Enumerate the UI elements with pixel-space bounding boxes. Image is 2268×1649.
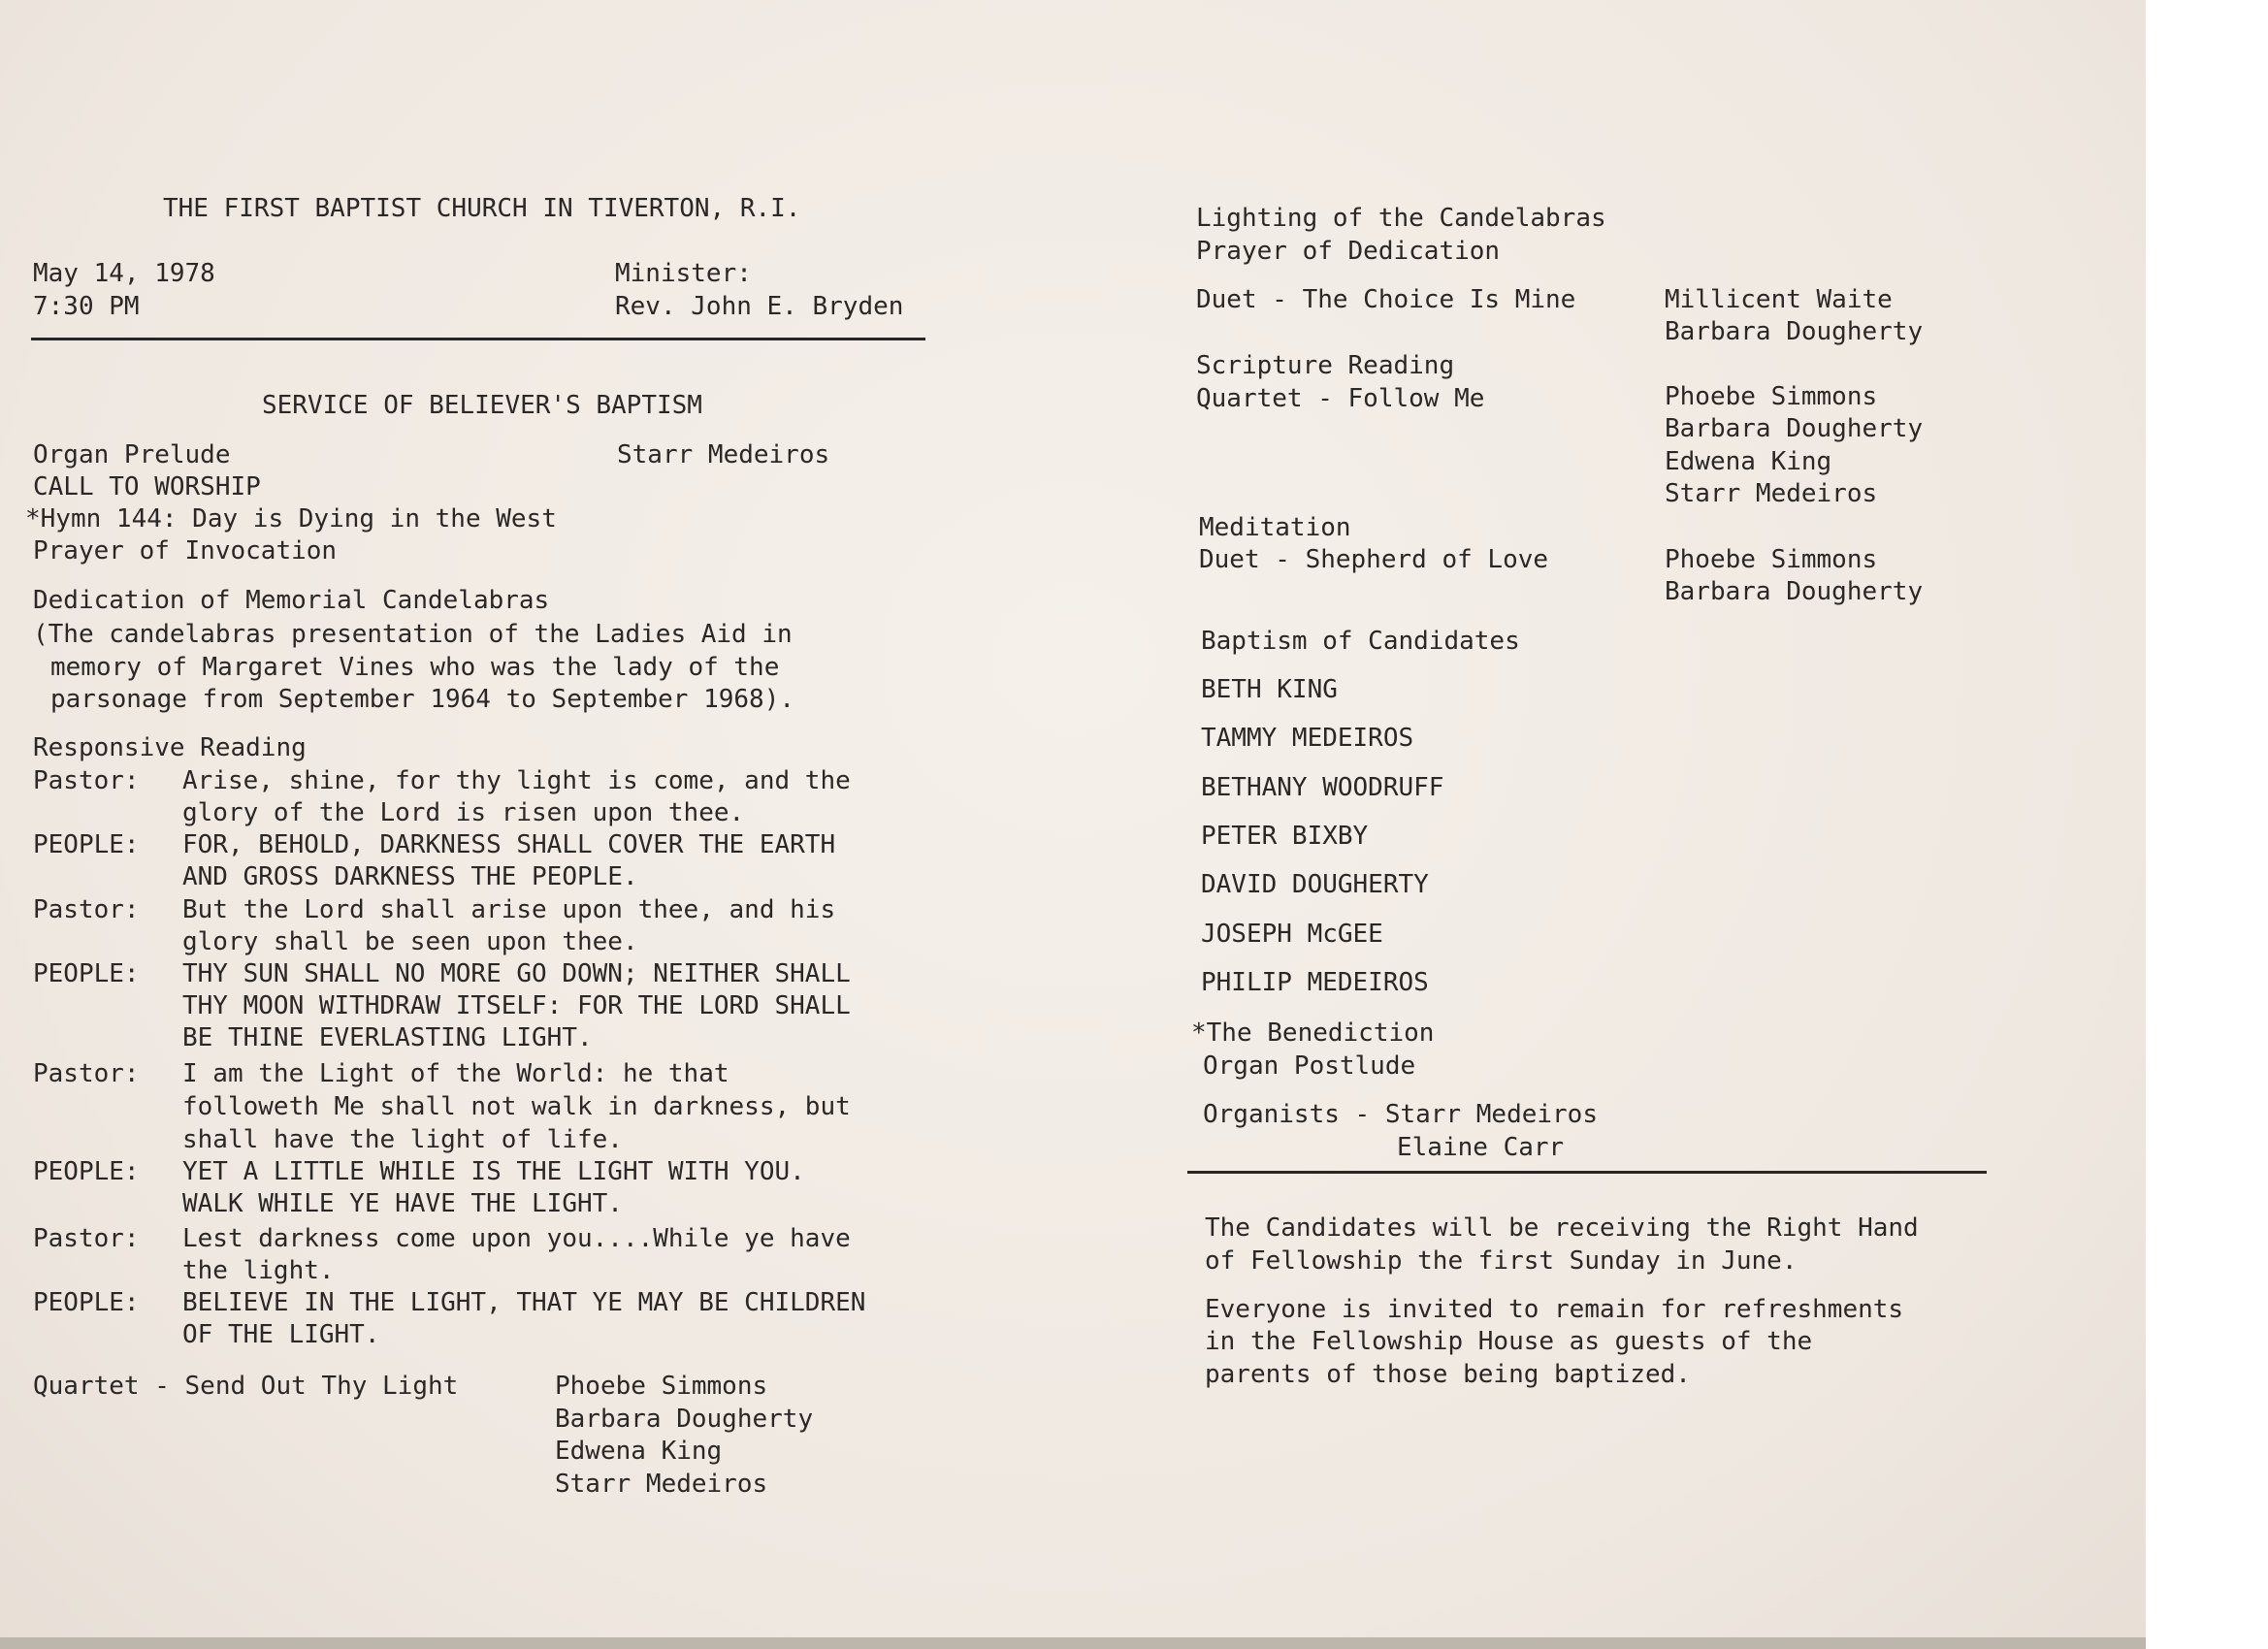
organists: Organists - Starr Medeiros [1203,1100,1598,1129]
reading-speaker: PEOPLE: [33,1157,140,1186]
reading-line: the light. [182,1256,335,1285]
duet-shepherd-person: Phoebe Simmons [1665,545,1878,574]
responsive-reading-title: Responsive Reading [33,733,307,762]
service-title: SERVICE OF BELIEVER'S BAPTISM [262,391,702,420]
reading-line: Lest darkness come upon you....While ye have [182,1224,851,1253]
meditation: Meditation [1199,513,1351,542]
organ-prelude-person: Starr Medeiros [617,440,830,469]
quartet-title: Quartet - Send Out Thy Light [33,1372,459,1401]
note-line: Everyone is invited to remain for refreshments [1205,1295,1904,1324]
duet-shepherd-person: Barbara Dougherty [1665,577,1924,606]
organist-second: Elaine Carr [1397,1133,1565,1162]
dedication-title: Dedication of Memorial Candelabras [33,586,550,615]
reading-line: followeth Me shall not walk in darkness, but [182,1092,851,1121]
closing-divider [1187,1171,1987,1174]
candidate-name: PETER BIXBY [1201,822,1369,851]
reading-line: BELIEVE IN THE LIGHT, THAT YE MAY BE CHILDREN [182,1288,866,1317]
quartet-person: Barbara Dougherty [555,1405,814,1434]
duet-shepherd: Duet - Shepherd of Love [1199,545,1549,574]
dedication-note-line: (The candelabras presentation of the Ladies Aid in [33,620,793,649]
reading-line: WALK WHILE YE HAVE THE LIGHT. [182,1189,623,1218]
quartet-follow-me: Quartet - Follow Me [1196,384,1485,413]
reading-speaker: PEOPLE: [33,830,140,859]
note-line: parents of those being baptized. [1205,1360,1691,1389]
duet-choice-person: Barbara Dougherty [1665,317,1924,346]
reading-line: shall have the light of life. [182,1125,623,1154]
candidate-name: BETH KING [1201,675,1338,704]
organ-postlude: Organ Postlude [1203,1051,1416,1081]
dedication-note-line: parsonage from September 1964 to September 1968). [50,685,795,714]
reading-speaker: Pastor: [33,1224,140,1253]
reading-line: AND GROSS DARKNESS THE PEOPLE. [182,862,638,891]
candidate-name: JOSEPH McGEE [1201,920,1383,949]
reading-line: THY MOON WITHDRAW ITSELF: FOR THE LORD SHALL [182,991,851,1020]
reading-line: BE THINE EVERLASTING LIGHT. [182,1023,593,1052]
minister-label: Minister: [615,259,752,288]
baptism-title: Baptism of Candidates [1201,627,1520,656]
minister-name: Rev. John E. Bryden [615,292,904,321]
reading-line: Arise, shine, for thy light is come, and the [182,766,851,795]
reading-speaker: PEOPLE: [33,959,140,988]
duet-choice: Duet - The Choice Is Mine [1196,285,1576,314]
candidate-name: PHILIP MEDEIROS [1201,968,1429,997]
reading-speaker: Pastor: [33,895,140,924]
reading-line: glory shall be seen upon thee. [182,927,638,956]
duet-choice-person: Millicent Waite [1665,285,1893,314]
reading-speaker: Pastor: [33,766,140,795]
candidate-name: TAMMY MEDEIROS [1201,724,1414,753]
invocation: Prayer of Invocation [33,536,338,566]
candidate-name: BETHANY WOODRUFF [1201,773,1444,802]
scan-margin [2146,0,2268,1649]
service-time: 7:30 PM [33,292,140,321]
church-title: THE FIRST BAPTIST CHURCH IN TIVERTON, R.I. [163,194,801,223]
call-to-worship: CALL TO WORSHIP [33,472,261,501]
organ-prelude: Organ Prelude [33,440,231,469]
service-date: May 14, 1978 [33,259,215,288]
lighting-candelabras: Lighting of the Candelabras [1196,204,1606,233]
dedication-note-line: memory of Margaret Vines who was the lady of the [50,653,780,682]
quartet-person: Starr Medeiros [555,1470,768,1499]
header-divider [31,338,925,340]
reading-line: YET A LITTLE WHILE IS THE LIGHT WITH YOU. [182,1157,805,1186]
candidate-name: DAVID DOUGHERTY [1201,870,1429,899]
reading-line: But the Lord shall arise upon thee, and his [182,895,836,924]
quartet2-person: Starr Medeiros [1665,479,1878,508]
benediction: *The Benediction [1191,1018,1435,1048]
note-line: The Candidates will be receiving the Right Hand [1205,1213,1919,1243]
quartet2-person: Phoebe Simmons [1665,382,1878,411]
quartet2-person: Edwena King [1665,447,1832,476]
quartet-person: Edwena King [555,1437,723,1466]
reading-line: glory of the Lord is risen upon thee. [182,798,745,827]
quartet2-person: Barbara Dougherty [1665,414,1924,443]
scan-bottom-edge [0,1637,2146,1649]
reading-line: FOR, BEHOLD, DARKNESS SHALL COVER THE EARTH [182,830,836,859]
reading-line: OF THE LIGHT. [182,1320,380,1349]
reading-speaker: PEOPLE: [33,1288,140,1317]
reading-speaker: Pastor: [33,1059,140,1088]
hymn: *Hymn 144: Day is Dying in the West [25,504,557,534]
prayer-dedication: Prayer of Dedication [1196,237,1501,266]
note-line: of Fellowship the first Sunday in June. [1205,1246,1798,1276]
reading-line: THY SUN SHALL NO MORE GO DOWN; NEITHER SHALL [182,959,851,988]
reading-line: I am the Light of the World: he that [182,1059,729,1088]
scripture-reading: Scripture Reading [1196,351,1455,380]
note-line: in the Fellowship House as guests of the [1205,1327,1813,1356]
quartet-person: Phoebe Simmons [555,1372,768,1401]
